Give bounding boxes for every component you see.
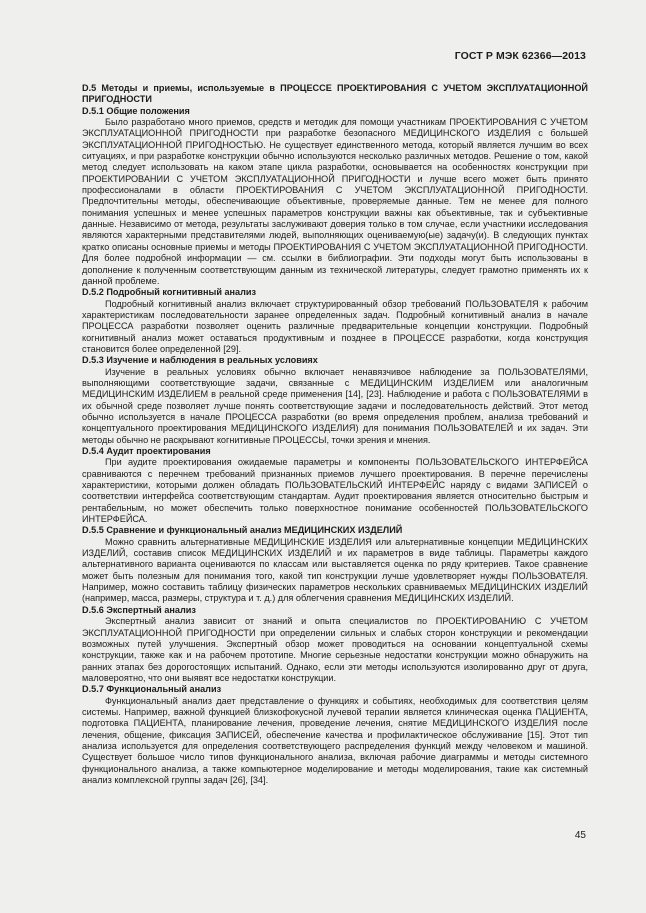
document-body (82, 83, 588, 786)
subsection-paragraph: Изучение в реальных условиях обычно включает ненавязчивое наблюдение за ПОЛЬЗОВАТЕЛЯМИ, выполняющими соответствующие задачи, связанные с МЕДИЦИНСКИМ ИЗДЕЛИЕМ или аналогичным МЕДИЦИНСКИМ ИЗДЕЛИЕМ в реальной среде применения [14], [23]. Наблюдение и работа с ПОЛЬЗОВАТЕЛЯМИ в их обычной среде позволяет лучше понять соответствующие задачи и последовательность действий. Этот метод обычно используется в начале ПРОЦЕССА разработки (во время определения проблем, анализа требований и концептуального проектирования МЕДИЦИНСКОГО ИЗДЕЛИЯ) для понимания ПОЛЬЗОВАТЕЛЕЙ и их задач. Эти методы обычно не раскрывают когнитивные ПРОЦЕССЫ, точки зрения и мнения. (82, 366, 588, 445)
subsection-title: D.5.5 Сравнение и функциональный анализ МЕДИЦИНСКИХ ИЗДЕЛИЙ (82, 525, 403, 536)
subsection-title: D.5.1 Общие положения (82, 105, 190, 116)
subsection-paragraph: Экспертный анализ зависит от знаний и опыта специалистов по ПРОЕКТИРОВАНИЮ С УЧЕТОМ ЭКСПЛУАТАЦИОННОЙ ПРИГОДНОСТИ при определении сильных и слабых сторон конструкции и рекомендации возможных путей улучшения. Экспертный обзор может проводиться на основании концептуальной схемы конструкции, также как и на рабочем прототипе. Многие серьезные недостатки конструкции можно обнаружить на ранних этапах без дорогостоящих испытаний. Однако, если эти методы используются изолированно друг от друга, маловероятно, что они выявят все недостатки конструкции. (82, 616, 588, 683)
subsection-paragraph: Функциональный анализ дает представление о функциях и событиях, необходимых для соответствия целям системы. Например, важной функцией близкофокусной лучевой терапии является клиническая оценка ПАЦИЕНТА, подготовка ПАЦИЕНТА, планирование лечения, проведение лечения, снятие МЕДИЦИНСКОГО ИЗДЕЛИЯ после лечения, общение, фиксация ЗАПИСЕЙ, обеспечение качества и профилактическое обслуживание [15]. Этот тип анализа используется для определения соответствующего распределения функций между человеком и машиной. Существует большое число типов функционального анализа, включая рабочие диаграммы и методы системного функционального анализа, а также компьютерное моделирование и методы моделирования, такие как системный анализ комплексной группы задач [26], [34]. (82, 695, 588, 785)
subsection-title: D.5.3 Изучение и наблюдения в реальных условиях (82, 355, 318, 366)
subsection-paragraph: Подробный когнитивный анализ включает структурированный обзор требований ПОЛЬЗОВАТЕЛЯ к рабочим характеристикам последовательности заранее определенных задач. Подробный когнитивный анализ в начале ПРОЦЕССА разработки позволяет оценить различные предварительные концепции конструкции. Подробный когнитивный анализ может оставаться продуктивным и позднее в ПРОЦЕССЕ разработки, когда конструкция становится более определенной [29]. (82, 298, 588, 354)
subsection-paragraph: Можно сравнить альтернативные МЕДИЦИНСКИЕ ИЗДЕЛИЯ или альтернативные концепции МЕДИЦИНСКИХ ИЗДЕЛИЙ, составив список МЕДИЦИНСКИХ ИЗДЕЛИЙ и их параметров в виде таблицы. Параметры каждого альтернативного варианта оцениваются по классам или выставляется оценка по ряду критериев. Такое сравнение может быть полезным для понимания того, какой тип конструкции лучше удовлетворяет нужды ПОЛЬЗОВАТЕЛЯ. Например, можно составить таблицу физических параметров нескольких сравниваемых МЕДИЦИНСКИХ ИЗДЕЛИЙ (например, масса, размеры, структура и т. д.) для облегчения сравнения МЕДИЦИНСКИХ ИЗДЕЛИЙ. (82, 536, 588, 604)
subsection-title: D.5.7 Функциональный анализ (82, 684, 222, 695)
subsection-title: D.5.2 Подробный когнитивный анализ (82, 287, 257, 298)
subsection-paragraph: Было разработано много приемов, средств и методик для помощи участникам ПРОЕКТИРОВАНИЯ С УЧЕТОМ ЭКСПЛУАТАЦИОННОЙ ПРИГОДНОСТИ при разработке безопасного МЕДИЦИНСКОГО ИЗДЕЛИЯ с большей ЭКСПЛУАТАЦИОННОЙ ПРИГОДНОСТЬЮ. Не существует единственного метода, который является лучшим во всех ситуациях, и при разработке конструкции обычно используются несколько различных методов. Решение о том, какой метод следует использовать на каком этапе цикла разработки, основывается на особенностях конструкции при ПРОЕКТИРОВАНИИ С УЧЕТОМ ЭКСПЛУАТАЦИОННОЙ ПРИГОДНОСТИ и лучше всего может быть принято профессионалами в области ПРОЕКТИРОВАНИЯ С УЧЕТОМ ЭКСПЛУАТАЦИОННОЙ ПРИГОДНОСТИ. Предпочтительны методы, обеспечивающие объективные, проверяемые данные. Тем не менее для полного понимания успешных и менее успешных параметров конструкции важны как объективные, так и субъективные данные. Независимо от метода, результаты заслуживают доверия только в том случае, если участники исследования являются характерными представителями людей, выполняющих оцениваемую(ые) задачу(и). В следующих пунктах кратко описаны основные приемы и методы ПРОЕКТИРОВАНИЯ С УЧЕТОМ ЭКСПЛУАТАЦИОННОЙ ПРИГОДНОСТИ. Для более подробной информации — см. ссылки в библиографии. Эти подходы могут быть использованы в дополнение к полученным соответствующим данным из технической литературы, следует грамотно применять их к данной проблеме. (82, 117, 588, 286)
subsection-paragraph: При аудите проектирования ожидаемые параметры и компоненты ПОЛЬЗОВАТЕЛЬСКОГО ИНТЕРФЕЙСА сравниваются с перечнем требований признанных приемов лучшего проектирования. В перечне перечислены характеристики, которыми должен обладать ПОЛЬЗОВАТЕЛЬСКИЙ ИНТЕРФЕЙС наряду с видами ЗАПИСЕЙ о соответствии интерфейса соответствующим стандартам. Аудит проектирования является относительно быстрым и рентабельным, но может обеспечить только поверхностное понимание особенностей ПОЛЬЗОВАТЕЛЬСКОГО ИНТЕРФЕЙСА. (82, 457, 588, 525)
page-number: 45 (574, 830, 586, 841)
subsection-title: D.5.6 Экспертный анализ (82, 604, 196, 615)
subsection-title: D.5.4 Аудит проектирования (82, 446, 211, 456)
section-title: D.5 Методы и приемы, используемые в ПРОЦЕССЕ ПРОЕКТИРОВАНИЯ С УЧЕТОМ ЭКСПЛУАТАЦИОННОЙ ПРИГОДНОСТИ (82, 83, 588, 105)
document-id-header: ГОСТ Р МЭК 62366—2013 (454, 50, 586, 62)
